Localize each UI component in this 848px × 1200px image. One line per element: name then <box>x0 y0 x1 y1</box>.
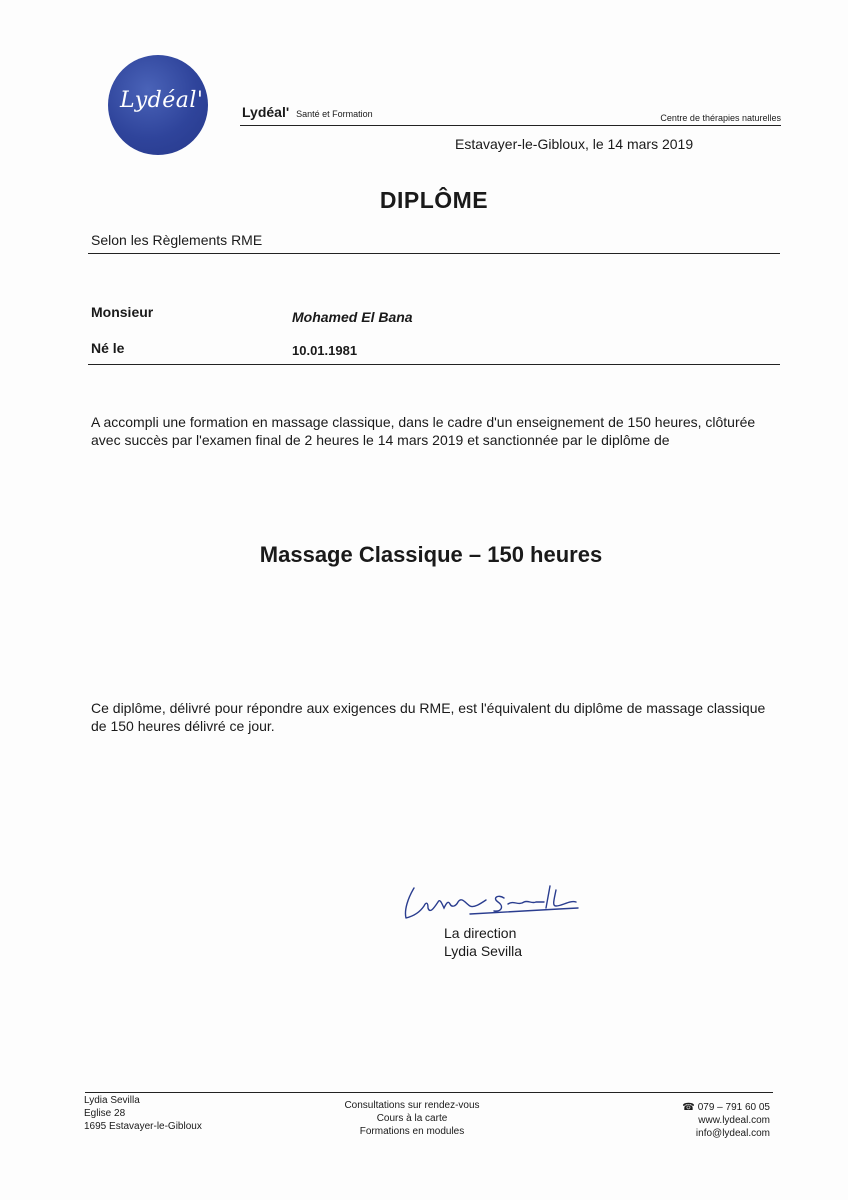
rules-reference: Selon les Règlements RME <box>91 232 263 248</box>
address-line: Lydia Sevilla <box>84 1095 140 1106</box>
born-label: Né le <box>91 340 125 356</box>
recipient-name: Mohamed El Bana <box>292 309 413 325</box>
footer-services <box>312 1099 512 1138</box>
telephone-icon: ☎ <box>682 1102 695 1113</box>
centre-label: Centre de thérapies naturelles <box>660 113 781 123</box>
service-line: Consultations sur rendez-vous <box>344 1100 480 1111</box>
brand-line <box>242 104 373 120</box>
service-line: Formations en modules <box>359 1126 465 1137</box>
header-divider <box>240 125 781 126</box>
salutation-label: Monsieur <box>91 304 154 320</box>
course-title: Massage Classique – 150 heures <box>259 542 603 567</box>
equivalence-paragraph: Ce diplôme, délivré pour répondre aux exigences du RME, est l'équivalent du diplôme de massage classique de 150 heures délivré ce jour. <box>91 700 766 734</box>
birth-date: 10.01.1981 <box>292 343 358 358</box>
divider <box>88 253 780 254</box>
website-link[interactable]: www.lydeal.com <box>698 1115 770 1126</box>
place-date: Estavayer-le-Gibloux, le 14 mars 2019 <box>455 136 694 152</box>
handwritten-signature <box>400 878 590 928</box>
signatory-name: Lydia Sevilla <box>444 943 523 959</box>
training-paragraph: A accompli une formation en massage classique, dans le cadre d'un enseignement de 150 heures, clôturée avec succès par l'examen final de 2 heures le 14 mars 2019 et sanctionnée par le diplôme de <box>91 414 756 448</box>
footer-address <box>84 1094 202 1133</box>
document-title: DIPLÔME <box>379 187 489 213</box>
address-line: 1695 Estavayer-le-Gibloux <box>84 1121 202 1132</box>
signatory-role: La direction <box>444 925 517 941</box>
divider <box>88 364 780 365</box>
brand-name: Lydéal' <box>242 104 290 120</box>
logo-text: Lydéal' <box>120 88 204 113</box>
footer-divider <box>85 1092 773 1093</box>
brand-subtitle: Santé et Formation <box>296 109 373 119</box>
service-line: Cours à la carte <box>376 1113 448 1124</box>
address-line: Eglise 28 <box>84 1108 126 1119</box>
footer-contact <box>682 1101 770 1140</box>
phone-number: 079 – 791 60 05 <box>697 1102 770 1113</box>
phone-line <box>682 1101 770 1114</box>
email-link[interactable]: info@lydeal.com <box>695 1128 770 1139</box>
